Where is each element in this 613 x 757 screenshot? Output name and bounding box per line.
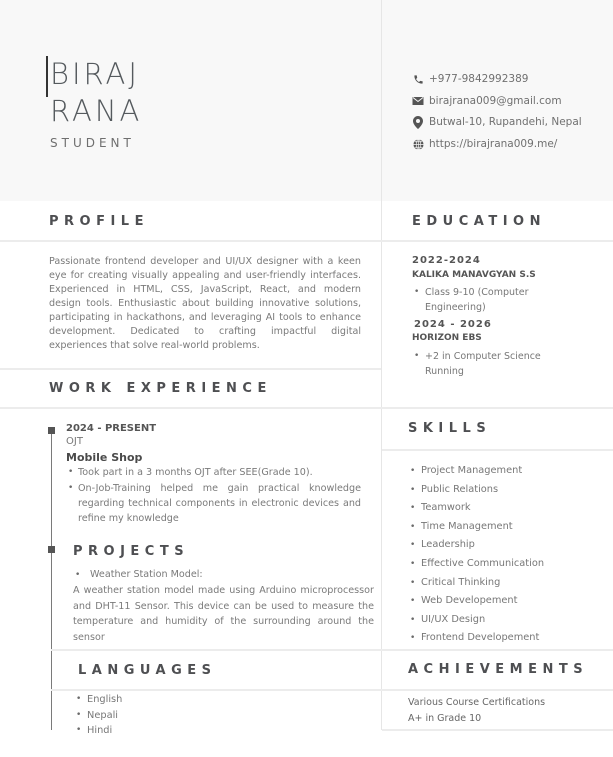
skill-item: • Project Management xyxy=(408,462,544,481)
work-company: Mobile Shop xyxy=(66,451,143,464)
role-title: STUDENT xyxy=(50,136,135,150)
first-name: BIRAJ xyxy=(50,57,140,91)
achievement-item: A+ in Grade 10 xyxy=(408,713,482,724)
languages-heading: LANGUAGES xyxy=(78,663,217,678)
timeline-marker xyxy=(48,546,55,553)
divider xyxy=(382,729,613,731)
skills-list xyxy=(408,462,544,648)
divider xyxy=(51,689,613,691)
skills-heading: SKILLS xyxy=(408,421,492,436)
education-years: 2022-2024 xyxy=(412,255,481,266)
education-item: • +2 in Computer Science Running xyxy=(412,349,555,379)
divider xyxy=(51,649,613,651)
achievement-item: Various Course Certifications xyxy=(408,697,546,708)
work-item: • Took part in a 3 months OJT after SEE(Grade 10). xyxy=(66,465,361,480)
contact-phone xyxy=(412,73,528,85)
project-description: A weather station model made using Arduino microprocessor and DHT-11 Sensor. This device can be used to measure the temperature and humidity of the surrounding around the sensor xyxy=(73,585,374,643)
profile-heading: PROFILE xyxy=(49,214,149,229)
contact-address xyxy=(412,116,582,128)
language-item: • Nepali xyxy=(74,708,122,724)
mail-icon xyxy=(412,95,424,107)
education-list xyxy=(412,255,602,379)
education-heading: EDUCATION xyxy=(412,214,546,229)
profile-text: Passionate frontend developer and UI/UX designer with a keen eye for creating visually appealing and user-friendly interfaces. Experienced in HTML, CSS, JavaScript, React, and modern design tools. Enthusiastic about building innovative solutions, participating in hackathons, and leveraging AI tools to enhance development. Dedicated to crafting impactful digital experiences that solve real-world problems. xyxy=(49,256,361,351)
last-name: RANA xyxy=(50,94,143,128)
skill-item: • Frontend Developement xyxy=(408,629,544,648)
work-period: 2024 - PRESENT xyxy=(66,423,157,434)
language-item: • English xyxy=(74,692,122,708)
achievements-list xyxy=(408,695,545,727)
work-experience-heading: WORK EXPERIENCE xyxy=(49,381,272,396)
divider xyxy=(0,407,613,409)
skill-item: • Public Relations xyxy=(408,481,544,500)
divider xyxy=(0,240,613,242)
skill-item: • Leadership xyxy=(408,536,544,555)
phone-text: +977-9842992389 xyxy=(429,73,529,85)
skill-item: • UI/UX Design xyxy=(408,611,544,630)
project-name: • Weather Station Model: xyxy=(73,568,374,582)
work-item: • On-Job-Training helped me gain practical knowledge regarding technical components in electronic devices and refine my knowledge xyxy=(66,481,361,526)
address-text: Butwal-10, Rupandehi, Nepal xyxy=(429,116,582,128)
work-type: OJT xyxy=(66,436,83,447)
timeline-line xyxy=(51,430,52,730)
languages-list xyxy=(74,692,122,739)
divider xyxy=(382,449,613,451)
skill-item: • Time Management xyxy=(408,518,544,537)
education-school: HORIZON EBS xyxy=(412,333,482,343)
skill-item: • Effective Communication xyxy=(408,555,544,574)
skill-item: • Teamwork xyxy=(408,499,544,518)
timeline-marker xyxy=(48,427,55,434)
project-entry xyxy=(73,568,374,645)
education-years: 2024 - 2026 xyxy=(414,319,492,330)
contact-website[interactable] xyxy=(412,138,557,150)
column-divider xyxy=(381,0,382,730)
website-link[interactable]: https://birajrana009.me/ xyxy=(429,138,558,150)
projects-heading: PROJECTS xyxy=(73,544,190,559)
phone-icon xyxy=(412,73,424,85)
divider xyxy=(0,368,381,370)
work-entry xyxy=(66,423,361,526)
education-item: • Class 9-10 (Computer Engineering) xyxy=(412,285,545,315)
achievements-heading: ACHIEVEMENTS xyxy=(408,662,589,677)
skill-item: • Critical Thinking xyxy=(408,574,544,593)
location-pin-icon xyxy=(412,116,424,128)
skill-item: • Web Developement xyxy=(408,592,544,611)
email-text[interactable]: birajrana009@gmail.com xyxy=(429,95,562,107)
language-item: • Hindi xyxy=(74,723,122,739)
education-school: KALIKA MANAVGYAN S.S xyxy=(412,270,536,280)
globe-icon xyxy=(412,138,424,150)
text-cursor xyxy=(46,56,48,97)
contact-email[interactable] xyxy=(412,95,562,107)
